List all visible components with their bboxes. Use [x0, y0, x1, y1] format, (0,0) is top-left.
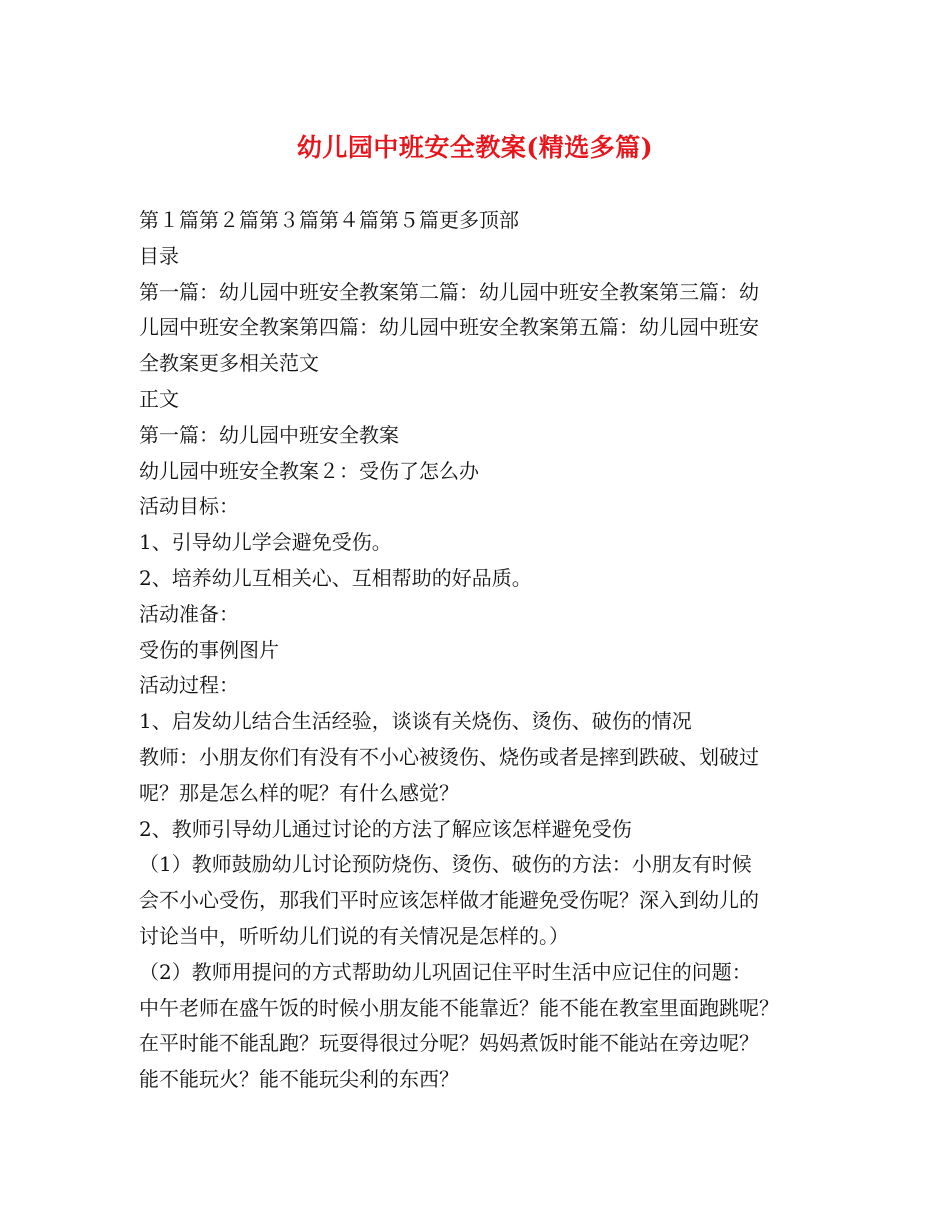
line-step-2-1-c: 讨论当中，听听幼儿们说的有关情况是怎样的。） [139, 923, 569, 948]
line-lesson-title: 幼儿园中班安全教案２：受伤了怎么办 [139, 458, 479, 483]
line-step-1: 1、启发幼儿结合生活经验，谈谈有关烧伤、烫伤、破伤的情况 [139, 709, 692, 734]
line-prep-item: 受伤的事例图片 [139, 637, 279, 662]
line-step-2-2-d: 能不能玩火？能不能玩尖利的东西？ [139, 1067, 459, 1092]
line-body-heading: 正文 [139, 386, 179, 411]
line-step-2-1-a: （1）教师鼓励幼儿讨论预防烧伤、烫伤、破伤的方法：小朋友有时候 [139, 852, 752, 877]
line-goal-1: 1、引导幼儿学会避免受伤。 [139, 530, 392, 555]
line-toc-heading: 目录 [139, 243, 179, 268]
document-body [139, 203, 819, 1098]
line-chapter-1-title: 第一篇：幼儿园中班安全教案 [139, 422, 399, 447]
line-goal-2: 2、培养幼儿互相关心、互相帮助的好品质。 [139, 565, 532, 590]
line-step-2: 2、教师引导幼儿通过讨论的方法了解应该怎样避免受伤 [139, 816, 632, 841]
line-nav-links: 第１篇第２篇第３篇第４篇第５篇更多顶部 [139, 208, 519, 232]
line-toc-1: 第一篇：幼儿园中班安全教案第二篇：幼儿园中班安全教案第三篇：幼 [139, 279, 759, 304]
line-process-heading: 活动过程： [139, 673, 239, 698]
line-step-2-1-b: 会不小心受伤，那我们平时应该怎样做才能避免受伤呢？深入到幼儿的 [139, 888, 759, 913]
line-step-2-2-b: 中午老师在盛午饭的时候小朋友能不能靠近？能不能在教室里面跑跳呢？ [139, 995, 779, 1020]
line-step-2-2-c: 在平时能不能乱跑？玩耍得很过分呢？妈妈煮饭时能不能站在旁边呢？ [139, 1031, 759, 1056]
line-step-2-2-a: （2）教师用提问的方式帮助幼儿巩固记住平时生活中应记住的问题： [139, 959, 752, 984]
line-prep-heading: 活动准备： [139, 601, 239, 626]
line-toc-3: 全教案更多相关范文 [139, 351, 319, 376]
line-step-1-teacher-a: 教师：小朋友你们有没有不小心被烫伤、烧伤或者是摔到跌破、划破过 [139, 744, 759, 769]
line-step-1-teacher-b: 呢？那是怎么样的呢？有什么感觉？ [139, 780, 459, 805]
document-title: 幼儿园中班安全教案(精选多篇) [296, 133, 654, 162]
line-toc-2: 儿园中班安全教案第四篇：幼儿园中班安全教案第五篇：幼儿园中班安 [139, 315, 759, 340]
line-goals-heading: 活动目标： [139, 494, 239, 519]
